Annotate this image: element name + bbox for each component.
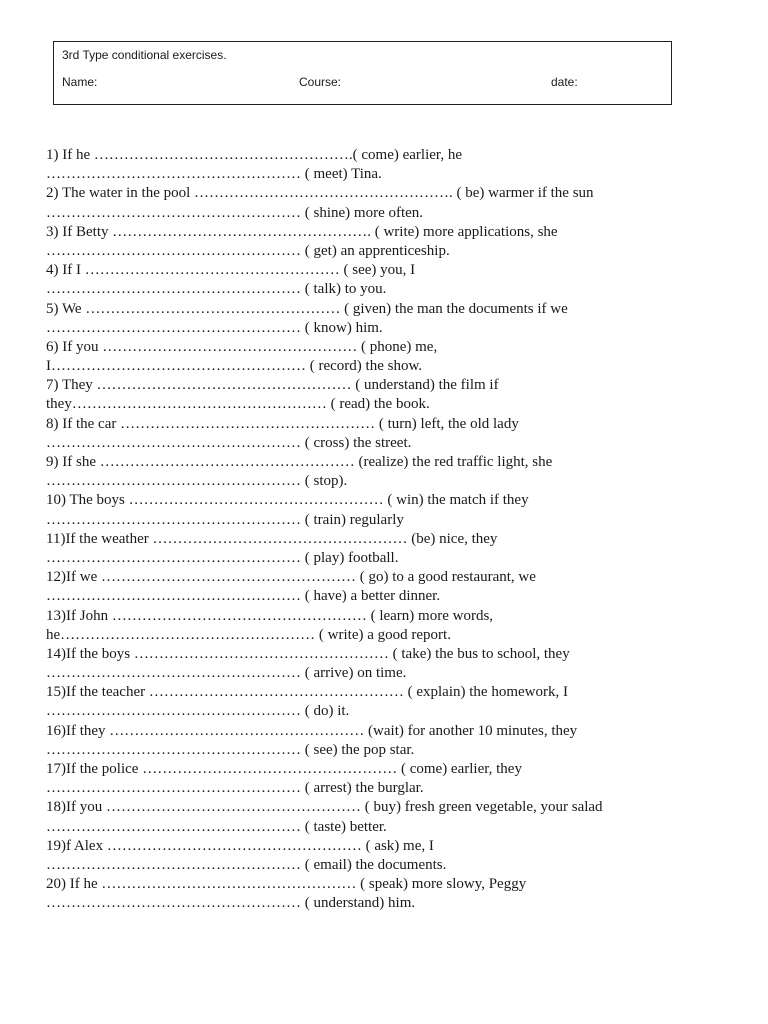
exercise-7-line1: 7) They …………………………………………… ( understand) the film if bbox=[46, 377, 499, 394]
exercise-8-line2: …………………………………………… ( cross) the street. bbox=[46, 434, 412, 451]
exercise-9-line2: …………………………………………… ( stop). bbox=[46, 473, 348, 490]
exercise-2-line1: 2) The water in the pool ……………………………………………. ( be) warmer if the sun bbox=[46, 185, 594, 202]
exercise-14-line2: …………………………………………… ( arrive) on time. bbox=[46, 665, 407, 682]
exercise-8-line1: 8) If the car …………………………………………… ( turn) left, the old lady bbox=[46, 415, 519, 432]
exercise-6-line2: I…………………………………………… ( record) the show. bbox=[46, 358, 423, 375]
exercise-9-line1: 9) If she …………………………………………… (realize) the red traffic light, she bbox=[46, 454, 553, 470]
exercise-5-line2: …………………………………………… ( know) him. bbox=[46, 319, 383, 336]
exercise-2-line2: …………………………………………… ( shine) more often. bbox=[46, 204, 424, 221]
exercise-12-line1: 12)If we …………………………………………… ( go) to a good restaurant, we bbox=[46, 569, 536, 586]
exercise-6-line1: 6) If you …………………………………………… ( phone) me, bbox=[46, 338, 438, 355]
exercise-7-line2: they…………………………………………… ( read) the book. bbox=[46, 396, 430, 413]
exercise-20-line1: 20) If he …………………………………………… ( speak) more slowy, Peggy bbox=[46, 876, 527, 893]
exercise-15-line2: …………………………………………… ( do) it. bbox=[46, 703, 350, 720]
exercise-11-line2: …………………………………………… ( play) football. bbox=[46, 549, 399, 566]
exercise-20-line2: …………………………………………… ( understand) him. bbox=[46, 895, 416, 912]
exercise-16-line1: 16)If they …………………………………………… (wait) for another 10 minutes, they bbox=[46, 722, 578, 739]
exercise-1-line2: …………………………………………… ( meet) Tina. bbox=[46, 166, 382, 183]
exercise-19-line1: 19)f Alex …………………………………………… ( ask) me, I bbox=[46, 837, 434, 854]
exercise-5-line1: 5) We …………………………………………… ( given) the man the documents if we bbox=[46, 300, 568, 317]
exercise-13-line1: 13)If John …………………………………………… ( learn) more words, bbox=[46, 607, 494, 624]
course-label: Course: bbox=[299, 75, 342, 89]
exercise-10-line1: 10) The boys …………………………………………… ( win) the match if they bbox=[46, 492, 529, 509]
exercise-10-line2: …………………………………………… ( train) regularly bbox=[46, 511, 404, 528]
exercise-13-line2: he…………………………………………… ( write) a good report. bbox=[46, 626, 451, 643]
exercise-3-line2: …………………………………………… ( get) an apprenticeship. bbox=[46, 242, 450, 259]
exercise-1-line1: 1) If he …………………………………………….( come) earlier, he bbox=[46, 147, 462, 163]
exercise-4-line2: …………………………………………… ( talk) to you. bbox=[46, 281, 387, 298]
exercise-11-line1: 11)If the weather …………………………………………… (be) nice, they bbox=[46, 530, 498, 547]
exercise-16-line2: …………………………………………… ( see) the pop star. bbox=[46, 741, 415, 758]
exercise-list bbox=[46, 146, 726, 914]
worksheet-title: 3rd Type conditional exercises. bbox=[62, 48, 227, 62]
exercise-4-line1: 4) If I …………………………………………… ( see) you, I bbox=[46, 262, 416, 279]
exercise-12-line2: …………………………………………… ( have) a better dinner. bbox=[46, 588, 441, 605]
worksheet-header-box bbox=[53, 41, 672, 105]
date-label: date: bbox=[551, 75, 578, 89]
exercise-19-line2: …………………………………………… ( email) the documents. bbox=[46, 856, 447, 873]
name-label: Name: bbox=[62, 75, 98, 89]
exercise-17-line1: 17)If the police …………………………………………… ( come) earlier, they bbox=[46, 761, 522, 777]
exercise-14-line1: 14)If the boys …………………………………………… ( take) the bus to school, they bbox=[46, 645, 570, 662]
exercise-18-line2: …………………………………………… ( taste) better. bbox=[46, 818, 387, 835]
exercise-18-line1: 18)If you …………………………………………… ( buy) fresh green vegetable, your salad bbox=[46, 799, 603, 816]
exercise-15-line1: 15)If the teacher …………………………………………… ( explain) the homework, I bbox=[46, 684, 568, 701]
exercise-17-line2: …………………………………………… ( arrest) the burglar. bbox=[46, 780, 424, 797]
exercise-3-line1: 3) If Betty ……………………………………………. ( write) more applications, she bbox=[46, 223, 558, 240]
